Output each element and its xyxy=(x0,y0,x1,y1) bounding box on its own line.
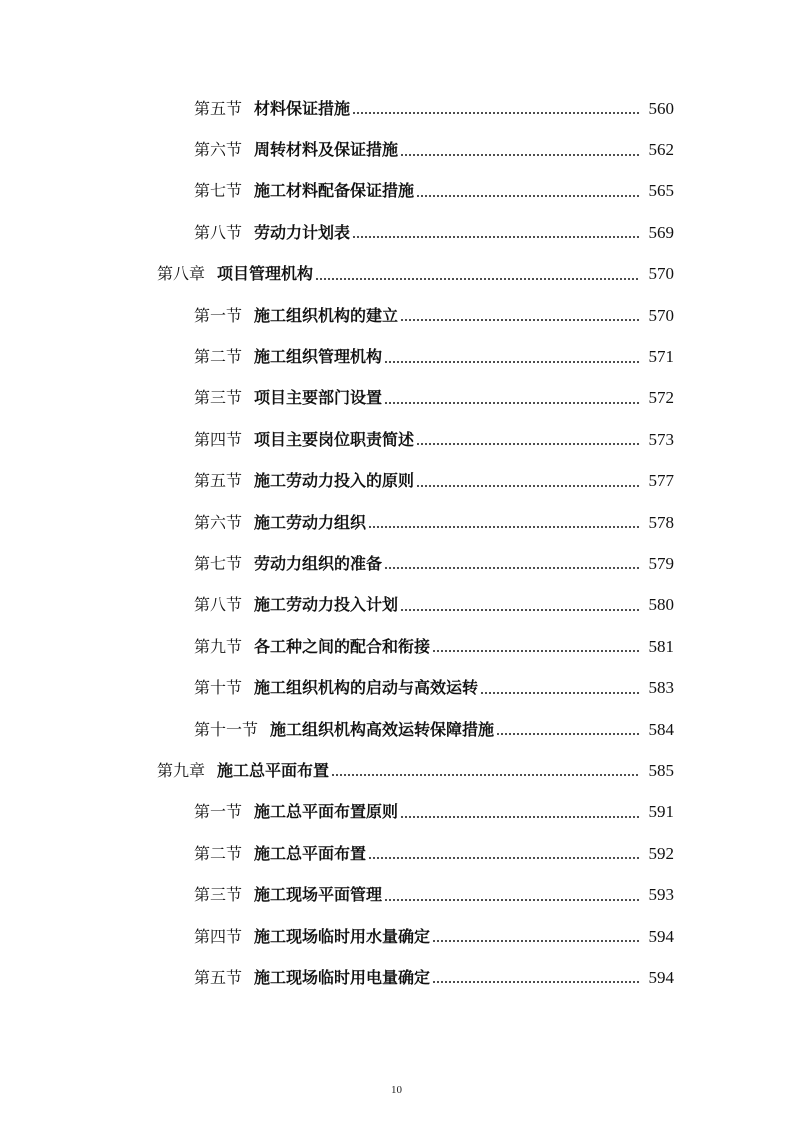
toc-entry-title: 周转材料及保证措施 xyxy=(254,140,399,160)
toc-entry-label xyxy=(194,678,478,698)
toc-entry[interactable] xyxy=(0,916,793,957)
toc-entry-label xyxy=(194,554,382,574)
dot-leader xyxy=(496,732,639,736)
toc-entry-title: 施工总平面布置 xyxy=(254,843,367,863)
toc-entry-number: 第八节 xyxy=(194,222,243,242)
toc-entry-page: 594 xyxy=(648,967,674,987)
toc-entry-number: 第一节 xyxy=(194,305,243,325)
toc-entry-page: 572 xyxy=(648,388,674,408)
toc-entry-title: 施工劳动力投入计划 xyxy=(254,595,399,615)
toc-entry-page: 565 xyxy=(648,181,674,201)
toc-chapter-number: 第九章 xyxy=(157,760,206,780)
toc-entry-page: 594 xyxy=(648,926,674,946)
toc-entry-page: 570 xyxy=(648,264,674,284)
toc-entry-label xyxy=(194,595,398,615)
dot-leader xyxy=(416,194,639,198)
dot-leader xyxy=(416,484,639,488)
toc-entry-page: 583 xyxy=(648,678,674,698)
toc-entry[interactable] xyxy=(0,667,793,708)
toc-entry-number: 第十节 xyxy=(194,678,243,698)
toc-entry-title: 施工劳动力投入的原则 xyxy=(254,471,415,491)
toc-entry[interactable] xyxy=(0,212,793,253)
toc-entry-page: 585 xyxy=(648,760,674,780)
toc-entry-number: 第三节 xyxy=(194,388,243,408)
toc-entry-number: 第一节 xyxy=(194,802,243,822)
toc-entry-label xyxy=(194,720,494,740)
toc-entry[interactable] xyxy=(0,461,793,502)
toc-entry[interactable] xyxy=(0,295,793,336)
toc-entry[interactable] xyxy=(0,378,793,419)
toc-entry-title: 劳动力计划表 xyxy=(254,222,351,242)
toc-entry-label xyxy=(194,637,430,657)
dot-leader xyxy=(331,773,639,777)
toc-entry-number: 第六节 xyxy=(194,140,243,160)
toc-entry-title: 材料保证措施 xyxy=(254,98,351,118)
toc-entry-page: 569 xyxy=(648,222,674,242)
table-of-contents xyxy=(0,88,793,999)
dot-leader xyxy=(384,898,639,902)
toc-chapter-entry[interactable] xyxy=(0,254,793,295)
toc-entry-number: 第三节 xyxy=(194,885,243,905)
toc-chapter-title: 项目管理机构 xyxy=(217,264,314,284)
dot-leader xyxy=(384,360,639,364)
toc-entry[interactable] xyxy=(0,129,793,170)
toc-entry-label xyxy=(194,927,430,947)
toc-entry[interactable] xyxy=(0,792,793,833)
toc-entry-page: 580 xyxy=(648,595,674,615)
toc-entry-title: 劳动力组织的准备 xyxy=(254,553,383,573)
toc-entry-page: 573 xyxy=(648,429,674,449)
toc-entry-label xyxy=(194,140,398,160)
toc-entry[interactable] xyxy=(0,502,793,543)
dot-leader xyxy=(384,401,639,405)
page-number: 10 xyxy=(391,1084,402,1096)
dot-leader xyxy=(416,442,639,446)
toc-entry[interactable] xyxy=(0,957,793,998)
toc-entry-label xyxy=(194,471,414,491)
toc-entry-page: 560 xyxy=(648,98,674,118)
dot-leader xyxy=(352,235,639,239)
toc-entry-label xyxy=(194,802,398,822)
dot-leader xyxy=(432,649,639,653)
toc-entry-page: 593 xyxy=(648,885,674,905)
toc-entry-page: 579 xyxy=(648,553,674,573)
toc-chapter-title: 施工总平面布置 xyxy=(217,760,330,780)
toc-entry-label xyxy=(194,99,350,119)
toc-entry-number: 第五节 xyxy=(194,98,243,118)
toc-entry-label xyxy=(194,430,414,450)
dot-leader xyxy=(400,608,639,612)
toc-entry-label xyxy=(157,264,313,284)
toc-entry[interactable] xyxy=(0,336,793,377)
toc-entry-label xyxy=(194,885,382,905)
toc-entry-title: 施工材料配备保证措施 xyxy=(254,181,415,201)
toc-entry-number: 第五节 xyxy=(194,471,243,491)
dot-leader xyxy=(368,856,639,860)
toc-entry-title: 项目主要岗位职责简述 xyxy=(254,429,415,449)
toc-entry-number: 第六节 xyxy=(194,512,243,532)
toc-entry-number: 第五节 xyxy=(194,967,243,987)
toc-entry-number: 第四节 xyxy=(194,926,243,946)
toc-entry[interactable] xyxy=(0,543,793,584)
toc-entry-number: 第十一节 xyxy=(194,719,259,739)
dot-leader xyxy=(400,153,639,157)
dot-leader xyxy=(432,980,639,984)
toc-entry[interactable] xyxy=(0,171,793,212)
toc-entry[interactable] xyxy=(0,833,793,874)
toc-entry-number: 第二节 xyxy=(194,843,243,863)
toc-entry-label xyxy=(194,223,350,243)
toc-entry-title: 施工组织机构的建立 xyxy=(254,305,399,325)
toc-entry[interactable] xyxy=(0,874,793,915)
toc-entry-number: 第七节 xyxy=(194,181,243,201)
toc-entry-number: 第八节 xyxy=(194,595,243,615)
toc-entry-title: 施工组织机构的启动与高效运转 xyxy=(254,678,479,698)
toc-entry-page: 570 xyxy=(648,305,674,325)
toc-entry-title: 施工现场平面管理 xyxy=(254,885,383,905)
toc-entry-page: 578 xyxy=(648,512,674,532)
toc-entry-title: 各工种之间的配合和衔接 xyxy=(254,636,431,656)
toc-entry-title: 施工现场临时用电量确定 xyxy=(254,967,431,987)
toc-entry-label xyxy=(194,513,366,533)
toc-entry[interactable] xyxy=(0,585,793,626)
toc-entry-label xyxy=(194,306,398,326)
toc-entry-title: 施工组织机构高效运转保障措施 xyxy=(270,719,495,739)
toc-entry-number: 第九节 xyxy=(194,636,243,656)
toc-entry-label xyxy=(194,968,430,988)
toc-entry-label xyxy=(194,347,382,367)
toc-entry-title: 施工现场临时用水量确定 xyxy=(254,926,431,946)
toc-entry-label xyxy=(157,761,329,781)
toc-entry-number: 第七节 xyxy=(194,553,243,573)
toc-entry-page: 592 xyxy=(648,843,674,863)
dot-leader xyxy=(352,111,639,115)
toc-entry-number: 第四节 xyxy=(194,429,243,449)
dot-leader xyxy=(368,525,639,529)
toc-entry-page: 591 xyxy=(648,802,674,822)
toc-chapter-entry[interactable] xyxy=(0,750,793,791)
toc-entry-page: 584 xyxy=(648,719,674,739)
dot-leader xyxy=(400,815,639,819)
dot-leader xyxy=(315,277,639,281)
toc-entry-title: 施工组织管理机构 xyxy=(254,347,383,367)
toc-entry-page: 562 xyxy=(648,140,674,160)
dot-leader xyxy=(480,691,639,695)
dot-leader xyxy=(384,566,639,570)
toc-entry[interactable] xyxy=(0,709,793,750)
toc-entry[interactable] xyxy=(0,626,793,667)
dot-leader xyxy=(400,318,639,322)
toc-chapter-number: 第八章 xyxy=(157,264,206,284)
toc-entry-title: 项目主要部门设置 xyxy=(254,388,383,408)
toc-entry-label xyxy=(194,388,382,408)
toc-entry-label xyxy=(194,844,366,864)
toc-entry-page: 577 xyxy=(648,471,674,491)
toc-entry-title: 施工总平面布置原则 xyxy=(254,802,399,822)
toc-entry-number: 第二节 xyxy=(194,347,243,367)
toc-entry-page: 581 xyxy=(648,636,674,656)
toc-entry-title: 施工劳动力组织 xyxy=(254,512,367,532)
toc-entry-label xyxy=(194,181,414,201)
toc-entry[interactable] xyxy=(0,88,793,129)
toc-entry-page: 571 xyxy=(648,347,674,367)
dot-leader xyxy=(432,939,639,943)
toc-entry[interactable] xyxy=(0,419,793,460)
